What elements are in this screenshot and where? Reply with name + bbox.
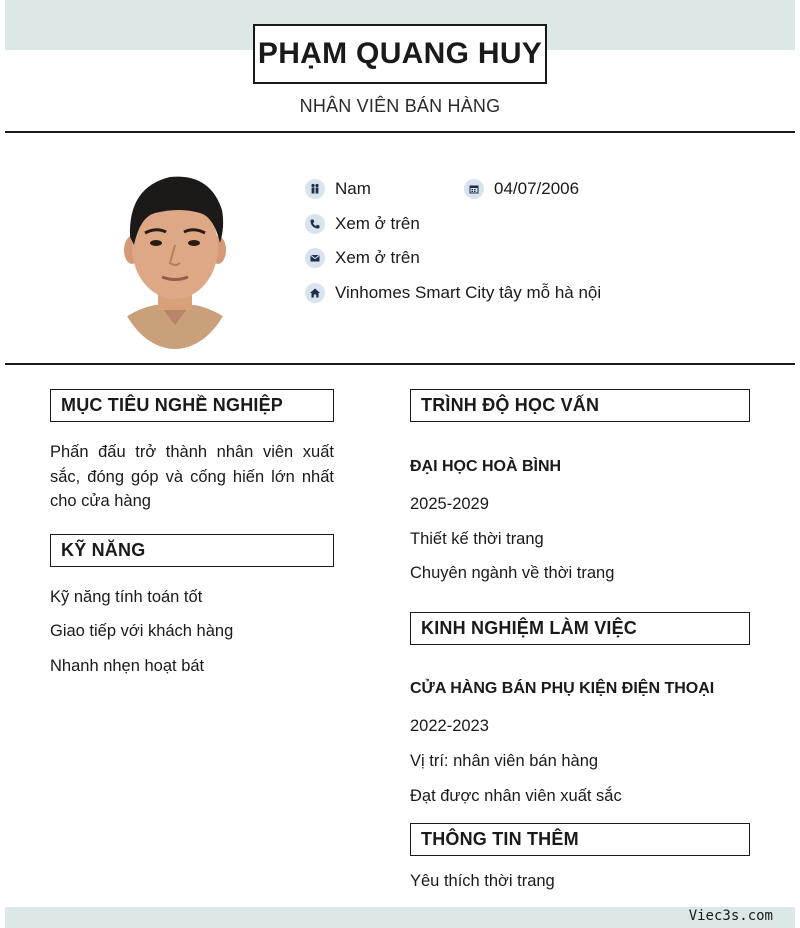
address-row	[305, 283, 601, 303]
objective-text: Phấn đấu trở thành nhân viên xuất sắc, đóng góp và cống hiến lớn nhất cho cửa hàng	[50, 443, 334, 510]
experience-years: 2022-2023	[410, 717, 489, 735]
skills-heading: KỸ NĂNG	[50, 534, 334, 567]
extra-info-text: Yêu thích thời trang	[410, 872, 555, 890]
experience-heading: KINH NGHIỆM LÀM VIỆC	[410, 612, 750, 645]
job-title: NHÂN VIÊN BÁN HÀNG	[299, 96, 501, 116]
home-icon	[305, 283, 325, 303]
email-value: Xem ở trên	[335, 248, 420, 267]
objective-heading: MỤC TIÊU NGHỀ NGHIỆP	[50, 389, 334, 422]
gender-icon	[305, 179, 325, 199]
skill-item: Giao tiếp với khách hàng	[50, 622, 234, 640]
divider-top	[5, 131, 795, 133]
skill-item: Nhanh nhẹn hoạt bát	[50, 657, 205, 675]
candidate-name: PHẠM QUANG HUY	[253, 24, 547, 84]
address-value: Vinhomes Smart City tây mỗ hà nội	[335, 283, 602, 302]
education-years: 2025-2029	[410, 495, 489, 513]
email-row	[305, 248, 420, 268]
education-heading: TRÌNH ĐỘ HỌC VẤN	[410, 389, 750, 422]
gender-row	[305, 179, 371, 199]
footer-band	[5, 907, 795, 928]
birthdate-row	[464, 179, 579, 199]
phone-row	[305, 214, 420, 234]
calendar-icon	[464, 179, 484, 199]
profile-photo	[110, 165, 240, 349]
extra-info-heading: THÔNG TIN THÊM	[410, 823, 750, 856]
birthdate-value: 04/07/2006	[494, 179, 580, 198]
phone-value: Xem ở trên	[335, 214, 420, 233]
skill-item: Kỹ năng tính toán tốt	[50, 588, 203, 606]
experience-company: CỬA HÀNG BÁN PHỤ KIỆN ĐIỆN THOẠI	[410, 680, 715, 697]
gender-value: Nam	[335, 179, 371, 198]
education-major: Thiết kế thời trang	[410, 530, 544, 548]
phone-icon	[305, 214, 325, 234]
experience-achievement: Đạt được nhân viên xuất sắc	[410, 787, 622, 805]
email-icon	[305, 248, 325, 268]
education-detail: Chuyên ngành về thời trang	[410, 564, 615, 582]
experience-position: Vị trí: nhân viên bán hàng	[410, 752, 599, 770]
divider-middle	[5, 363, 795, 365]
footer-watermark: Viec3s.com	[688, 908, 773, 924]
education-school: ĐẠI HỌC HOÀ BÌNH	[410, 458, 562, 475]
